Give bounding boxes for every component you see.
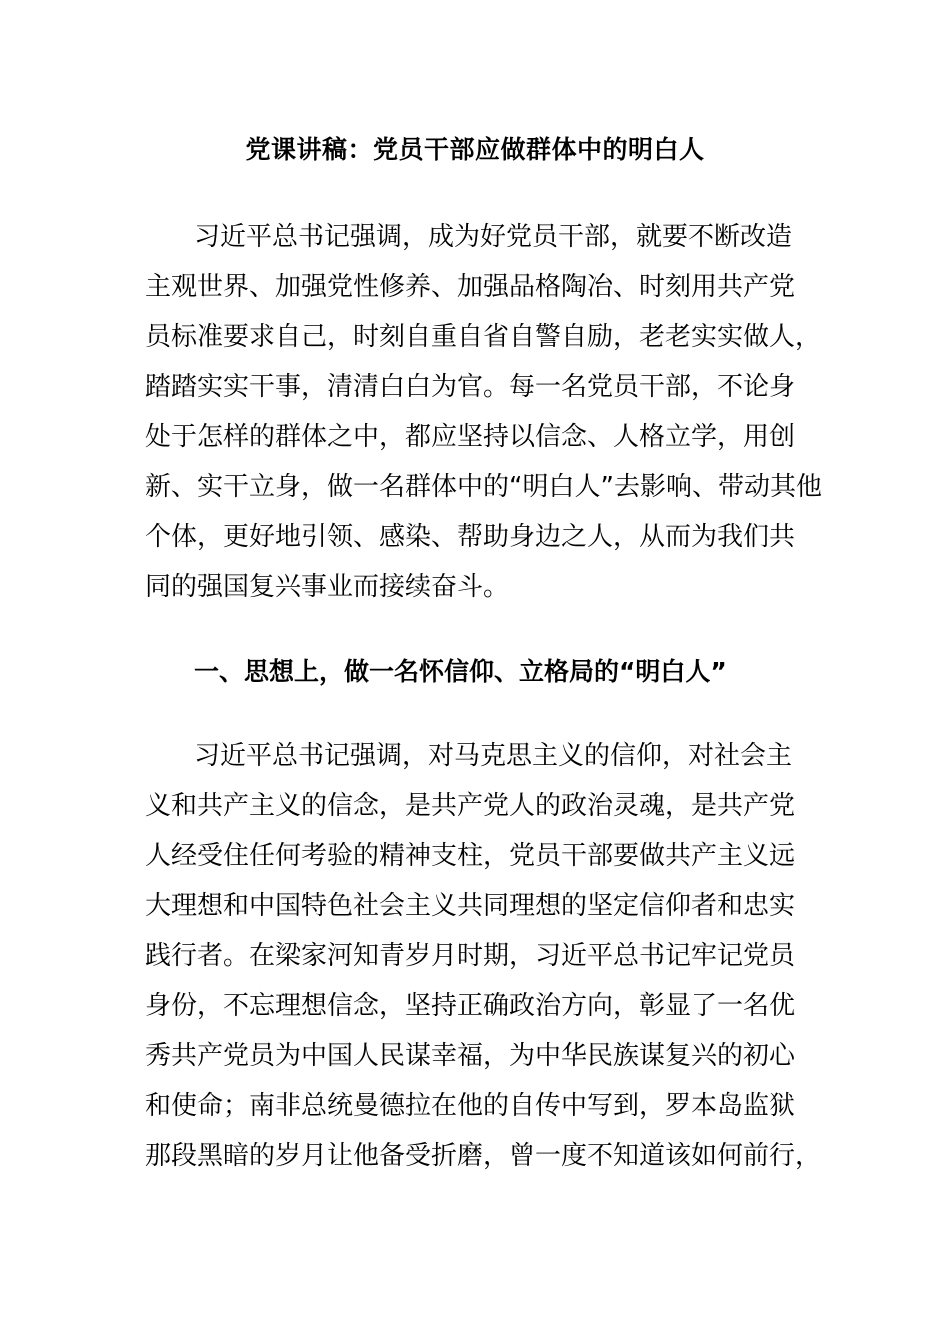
paragraph-line: 秀共产党员为中国人民谋幸福，为中华民族谋复兴的初心 bbox=[145, 1041, 796, 1071]
paragraph-line: 身份，不忘理想信念，坚持正确政治方向，彰显了一名优 bbox=[145, 991, 796, 1021]
paragraph-line: 大理想和中国特色社会主义共同理想的坚定信仰者和忠实 bbox=[145, 891, 796, 921]
paragraph-line: 那段黑暗的岁月让他备受折磨，曾一度不知道该如何前行， bbox=[145, 1141, 822, 1171]
paragraph-line: 习近平总书记强调，成为好党员干部，就要不断改造 bbox=[194, 222, 793, 252]
paragraph-line: 踏踏实实干事，清清白白为官。每一名党员干部，不论身 bbox=[145, 372, 796, 402]
paragraph-line: 义和共产主义的信念，是共产党人的政治灵魂，是共产党 bbox=[145, 791, 796, 821]
document-title: 党课讲稿：党员干部应做群体中的明白人 bbox=[245, 135, 705, 164]
paragraph-line: 员标准要求自己，时刻自重自省自警自励，老老实实做人， bbox=[145, 322, 822, 352]
paragraph-line: 处于怎样的群体之中，都应坚持以信念、人格立学，用创 bbox=[145, 422, 796, 452]
paragraph-line: 和使命；南非总统曼德拉在他的自传中写到，罗本岛监狱 bbox=[145, 1091, 796, 1121]
paragraph-line: 习近平总书记强调，对马克思主义的信仰，对社会主 bbox=[194, 741, 793, 771]
paragraph-line: 同的强国复兴事业而接续奋斗。 bbox=[145, 572, 510, 602]
paragraph-line: 主观世界、加强党性修养、加强品格陶冶、时刻用共产党 bbox=[145, 272, 796, 302]
paragraph-line: 个体，更好地引领、感染、帮助身边之人，从而为我们共 bbox=[145, 522, 796, 552]
section-heading: 一、思想上，做一名怀信仰、立格局的“明白人” bbox=[194, 657, 727, 686]
paragraph-line: 新、实干立身，做一名群体中的“明白人”去影响、带动其他 bbox=[145, 472, 822, 502]
paragraph-line: 践行者。在梁家河知青岁月时期，习近平总书记牢记党员 bbox=[145, 941, 796, 971]
paragraph-line: 人经受住任何考验的精神支柱，党员干部要做共产主义远 bbox=[145, 841, 796, 871]
